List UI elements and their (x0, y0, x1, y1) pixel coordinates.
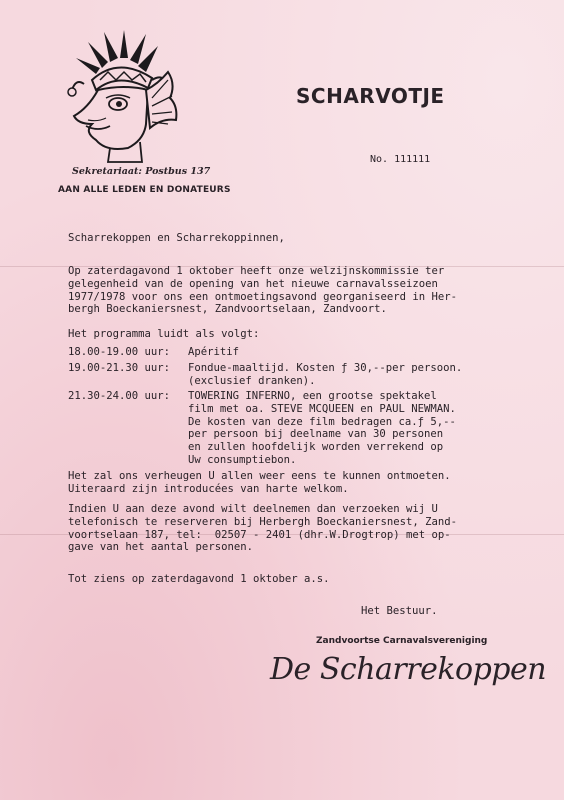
signature: Het Bestuur. (361, 605, 438, 617)
organization-name: De Scharrekoppen (270, 652, 547, 687)
closing-line: Tot ziens op zaterdagavond 1 oktober a.s. (68, 573, 330, 585)
program-description: Fondue-maaltijd. Kosten ƒ 30,--per persoon. (exclusief dranken). (188, 362, 463, 387)
intro-paragraph: Op zaterdagavond 1 oktober heeft onze welzijnskommissie ter gelegenheid van de opening van het nieuwe carnavalsseizoen 1977/1978 voor ons een ontmoetingsavond georganiseerd in Her- bergh Boeckaniersnest, Zandvoortselaan, Zandvoort. (68, 265, 458, 316)
salutation: Scharrekoppen en Scharrekoppinnen, (68, 232, 285, 244)
program-description: TOWERING INFERNO, een grootse spektakel film met oa. STEVE MCQUEEN en PAUL NEWMAN. De kosten van deze film bedragen ca.ƒ 5,-- per persoon bij deelname van 30 personen en zullen hoofdelijk worden verrekend op Uw consumptiebon. (188, 390, 456, 466)
recipients-line: AAN ALLE LEDEN EN DONATEURS (58, 185, 231, 195)
program-description: Apéritif (188, 346, 240, 358)
newsletter-title: SCHARVOTJE (296, 84, 445, 108)
organization-subtitle: Zandvoortse Carnavalsvereniging (316, 636, 488, 646)
program-time: 21.30-24.00 uur: (68, 390, 171, 402)
program-time: 18.00-19.00 uur: (68, 346, 171, 358)
issue-number: No. 111111 (370, 154, 431, 165)
reservation-paragraph: Indien U aan deze avond wilt deelnemen dan verzoeken wij U telefonisch te reserveren bij Herbergh Boeckaniersnest, Zand- voortselaan 187, tel: 02507 - 2401 (dhr.W.Drogtrop) met op- gave van het aantal personen. (68, 503, 458, 554)
program-heading: Het programma luidt als volgt: (68, 328, 260, 340)
program-time: 19.00-21.30 uur: (68, 362, 171, 374)
secretariat-address: Sekretariaat: Postbus 137 (72, 166, 211, 177)
welcome-paragraph: Het zal ons verheugen U allen weer eens te kunnen ontmoeten. Uiteraard zijn introducées van harte welkom. (68, 470, 451, 495)
jester-fish-head-logo-icon (58, 28, 182, 164)
